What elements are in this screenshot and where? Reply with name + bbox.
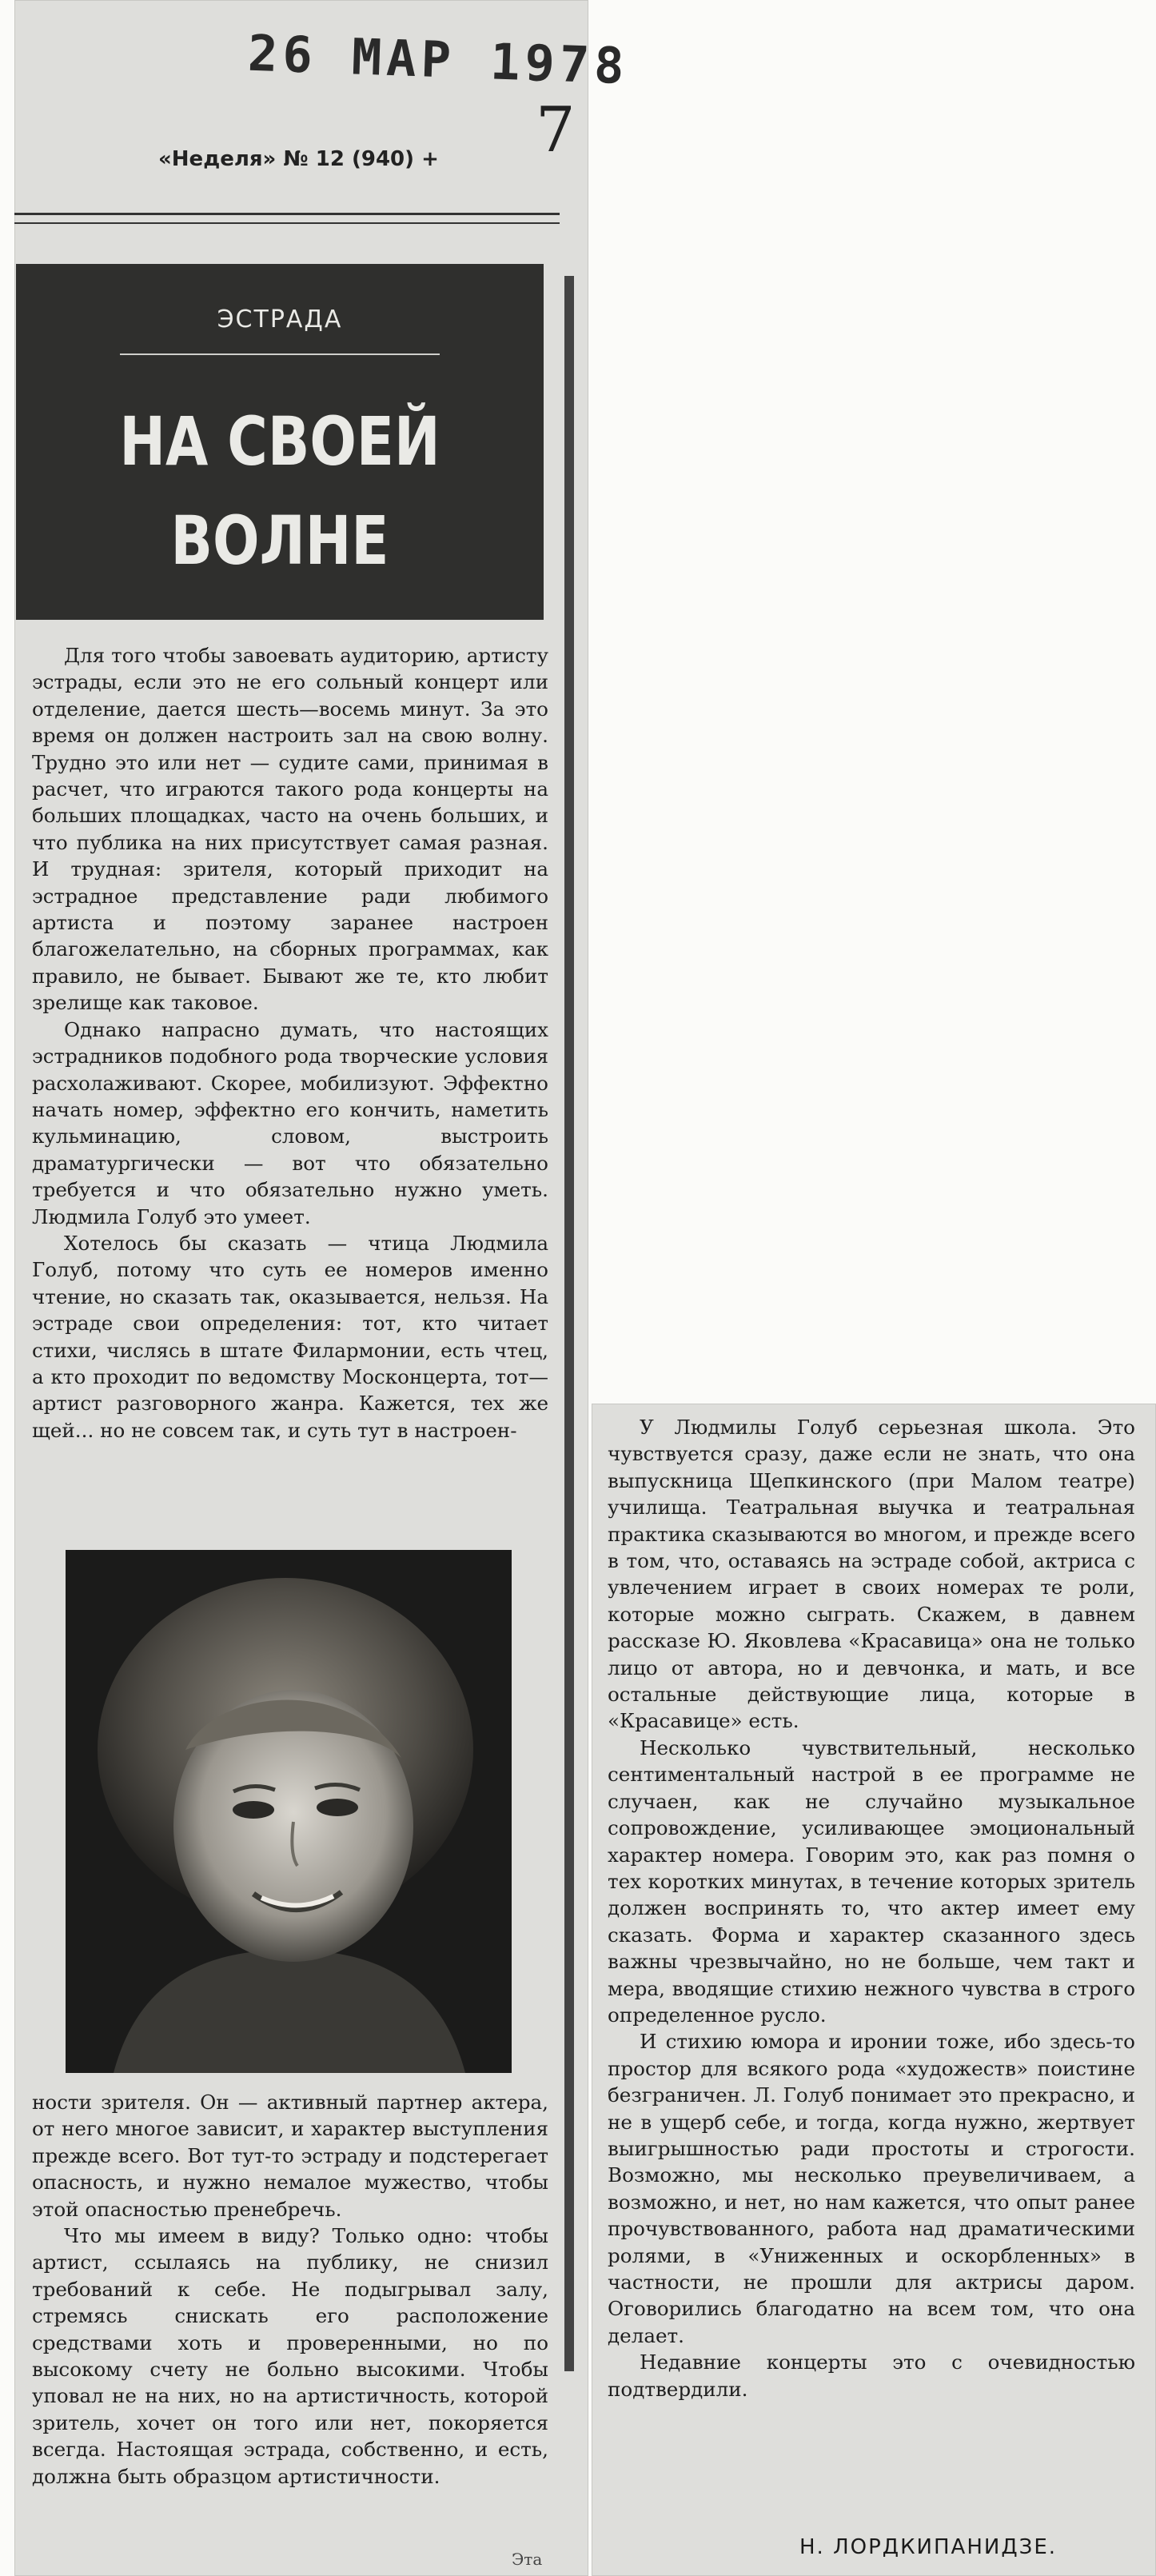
author-signature: Н. ЛОРДКИПАНИДЗЕ. xyxy=(799,2535,1058,2559)
issue-line: «Неделя» № 12 (940) + xyxy=(158,147,439,171)
article-text-right xyxy=(608,1414,1135,2402)
headline-line-2: ВОЛНЕ xyxy=(170,501,389,580)
rubric-rule xyxy=(120,353,440,355)
paragraph: Хотелось бы сказать — чтица Людмила Голуб, потому что суть ее номеров именно чтение, но сказать так, оказывается, нельзя. На эстраде свои определения: тот, кто читает стихи, числясь в штате Филармонии, есть чтец, а кто проходит по ведомству Москонцерта, тот—артист разговорного жанра. Кажется, тех же щей... но не совсем так, и суть тут в настроен- xyxy=(32,1231,548,1442)
title-block xyxy=(16,264,544,620)
portrait-photo xyxy=(66,1550,512,2073)
date-stamp: 26 МАР 1978 xyxy=(246,23,630,96)
paragraph: ности зрителя. Он — активный партнер актера, от него многое зависит, и характер выступления прежде всего. Вот тут-то эстраду и подстерегает опасность, и нужно немалое мужество, чтобы этой опасностью пренебречь. xyxy=(32,2091,548,2221)
paragraph: Недавние концерты это с очевидностью подтвердили. xyxy=(608,2350,1135,2401)
column-divider xyxy=(564,276,574,2371)
header-rule-thin xyxy=(14,222,560,224)
paragraph: Для того чтобы завоевать аудиторию, артисту эстрады, если это не его сольный концерт или отделение, дается шесть—восемь минут. За это время он должен настроить зал на свою волну. Трудно это или нет — судите сами, принимая в расчет, что играются такого рода концерты на больших площадках, часто на очень больших, и что публика на них присутствует самая разная. И трудная: зрителя, который приходит на эстрадное представление ради любимого артиста и поэтому заранее настроен благожелательно, на сборных программах, как правило, не бывает. Бывают же те, кто любит зрелище как таковое. xyxy=(32,644,548,1015)
article-text-left-top xyxy=(32,642,548,1444)
article-text-left-bottom xyxy=(32,2089,548,2490)
paragraph: И стихию юмора и иронии тоже, ибо здесь-то простор для всякого рода «художеств» поистине безграничен. Л. Голуб понимает это прекрасно, и не в ущерб себе, и тогда, когда нужно, жертвует выигрышностью ради простоты и строгости. Возможно, мы несколько преувеличиваем, а возможно, и нет, но нам кажется, что опыт ранее прочувствованного, работа над драматическими ролями, в «Униженных и оскорбленных» в частности, не прошли для актрисы даром. Оговорились благодатно на всем том, что она делает. xyxy=(608,2030,1135,2347)
paragraph: У Людмилы Голуб серьезная школа. Это чувствуется сразу, даже если не знать, что она выпускница Щепкинского (при Малом театре) училища. Театральная выучка и театральная практика сказываются во многом, и прежде всего в том, что, оставаясь на эстраде собой, актриса с увлечением играет в своих номерах те роли, которые можно сыграть. Скажем, в давнем рассказе Ю. Яковлева «Красавица» она не только лицо от автора, но и девчонка, и мать, и все остальные действующие лица, которые в «Красавице» есть. xyxy=(608,1416,1135,1733)
header-rule xyxy=(14,213,560,215)
portrait-image xyxy=(66,1550,512,2073)
cut-off-fragment: Эта xyxy=(512,2550,543,2569)
paragraph: Что мы имеем в виду? Только одно: чтобы артист, ссылаясь на публику, не снизил требований к себе. Не подыгрывал залу, стремясь снискать его расположение средствами хоть и проверенными, но по высокому счету не больно высокими. Чтобы уповал не на них, но на артистичность, которой зритель, хочет он того или нет, покоряется всегда. Настоящая эстрада, собственно, и есть, должна быть образцом артистичности. xyxy=(32,2224,548,2488)
headline xyxy=(63,392,496,590)
page-number: 7 xyxy=(536,94,576,166)
paragraph: Несколько чувствительный, несколько сентиментальный настрой в ее программе не случаен, как не случайно музыкальное сопровождение, усиливающее эмоциональный характер номера. Говорим это, как раз помня о тех коротких минутах, в течение которых зритель должен воспринять то, что актер имеет ему сказать. Форма и характер сказанного здесь важны чрезвычайно, но не больше, чем такт и мера, вводящие стихию нежного чувства в строго определенное русло. xyxy=(608,1735,1135,2027)
paragraph: Однако напрасно думать, что настоящих эстрадников подобного рода творческие условия расхолаживают. Скорее, мобилизуют. Эффектно начать номер, эффектно его кончить, наметить кульминацию, словом, выстроить драматургически — вот что обязательно требуется и что обязательно нужно уметь. Людмила Голуб это умеет. xyxy=(32,1017,548,1228)
headline-line-1: НА СВОЕЙ xyxy=(119,402,440,481)
rubric: ЭСТРАДА xyxy=(217,306,343,333)
